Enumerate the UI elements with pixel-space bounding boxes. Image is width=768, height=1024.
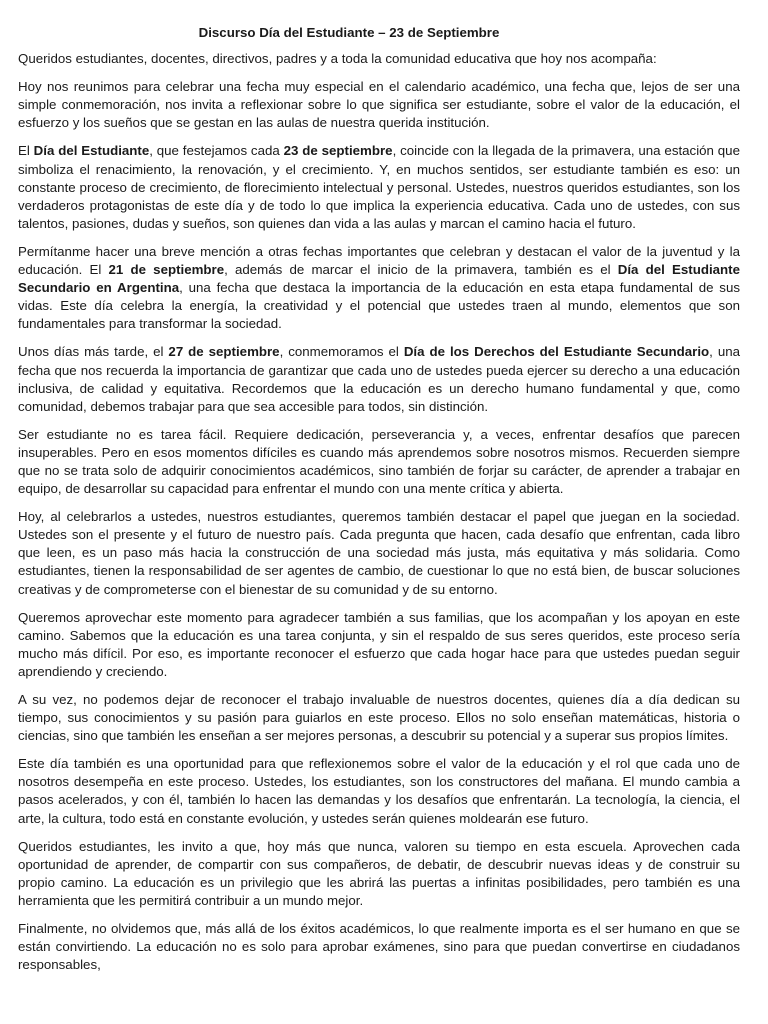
paragraph-9: Este día también es una oportunidad para que reflexionemos sobre el valor de la educación y el rol que cada uno de nosotros desempeña en este proceso. Ustedes, los estudiantes, son los constructores del mañana. El mundo cambia a pasos acelerados, y con él, también lo hacen las demandas y los desafíos que enfrentarán. La tecnología, la ciencia, el arte, la cultura, todo está en constante evolución, y ustedes serán quienes moldearán ese futuro. <box>18 756 740 826</box>
document-title: Discurso Día del Estudiante – 23 de Septiembre <box>198 25 500 40</box>
paragraph-2-bold-1: Día del Estudiante <box>33 143 150 159</box>
paragraph-3-bold-1: 21 de septiembre <box>108 262 225 278</box>
paragraph-3 <box>18 243 740 333</box>
paragraph-8: A su vez, no podemos dejar de reconocer el trabajo invaluable de nuestros docentes, quienes día a día dedican su tiempo, sus conocimientos y su pasión para guiarlos en este proceso. Ellos no solo enseñan matemáticas, historia o ciencias, sino que también les enseñan a ser mejores personas, a descubrir su potencial y a superar sus propios límites. <box>18 692 740 744</box>
paragraph-2-text-1: El <box>18 143 34 159</box>
paragraph-4 <box>18 343 740 415</box>
paragraph-11: Finalmente, no olvidemos que, más allá de los éxitos académicos, lo que realmente importa es el ser humano en que se están convirtiendo. La educación no es solo para aprobar exámenes, sino para que puedan convertirse en ciudadanos responsables, <box>18 921 740 973</box>
document-page <box>18 24 740 984</box>
paragraph-3-bold-2: Día del Estudiante Secundario en Argentina <box>18 262 740 296</box>
paragraph-4-bold-1: 27 de septiembre <box>168 344 280 360</box>
paragraph-6: Hoy, al celebrarlos a ustedes, nuestros estudiantes, queremos también destacar el papel que juegan en la sociedad. Ustedes son el presente y el futuro de nuestro país. Cada pregunta que hacen, cada desafío que enfrentan, cada libro que leen, es un paso más hacia la construcción de una sociedad más justa, más equitativa y más solidaria. Como estudiantes, tienen la responsabilidad de ser agentes de cambio, de cuestionar lo que no está bien, de buscar soluciones creativas y de comprometerse con el bienestar de su comunidad y de su entorno. <box>18 509 740 597</box>
paragraph-10: Queridos estudiantes, les invito a que, hoy más que nunca, valoren su tiempo en esta escuela. Aprovechen cada oportunidad de aprender, de compartir con sus compañeros, de debatir, de descubrir nuevas ideas y de construir su propio camino. La educación es un privilegio que les abrirá las puertas a infinitas posibilidades, pero también es una herramienta que les permitirá contribuir a un mundo mejor. <box>18 838 740 908</box>
paragraph-2-text-3: , coincide con la llegada de la primavera, una estación que simboliza el renacimiento, la renovación, y el crecimiento. Y, en muchos sentidos, ser estudiante también es eso: un constante proceso de crecimiento, de florecimiento intelectual y personal. Ustedes, nuestros queridos estudiantes, son los verdaderos protagonistas de este día y de todo lo que implica la experiencia educativa. Cada uno de ustedes, con sus talentos, pasiones, dudas y sueños, son quienes dan vida a las aulas y marcan el camino hacia el futuro. <box>18 143 740 231</box>
paragraph-3-text-1: Permítanme hacer una breve mención a otras fechas importantes que celebran y destacan el valor de la juventud y la educación. El <box>18 243 740 278</box>
paragraph-1: Hoy nos reunimos para celebrar una fecha muy especial en el calendario académico, una fecha que, lejos de ser una simple conmemoración, nos invita a reflexionar sobre lo que significa ser estudiante, sobre el valor de la educación, el esfuerzo y los sueños que se gestan en las aulas de nuestra querida institución. <box>18 79 740 131</box>
paragraph-2 <box>18 142 740 232</box>
paragraph-4-text-2: , conmemoramos el <box>279 344 404 360</box>
paragraph-2-text-2: , que festejamos cada <box>149 143 284 159</box>
greeting-paragraph: Queridos estudiantes, docentes, directivos, padres y a toda la comunidad educativa que hoy nos acompaña: <box>18 51 657 67</box>
paragraph-5: Ser estudiante no es tarea fácil. Requiere dedicación, perseverancia y, a veces, enfrentar desafíos que parecen insuperables. Pero en esos momentos difíciles es cuando más aprendemos sobre nosotros mismos. Recuerden siempre que no se trata solo de adquirir conocimientos académicos, sino también de forjar su carácter, de aprender a trabajar en equipo, de desarrollar su capacidad para enfrentar el mundo con una mente crítica y abierta. <box>18 426 740 497</box>
paragraph-3-text-2: , además de marcar el inicio de la primavera, también es el <box>224 262 618 278</box>
paragraph-4-bold-2: Día de los Derechos del Estudiante Secundario <box>403 344 710 360</box>
paragraph-2-bold-2: 23 de septiembre <box>283 143 393 159</box>
paragraph-4-text-1: Unos días más tarde, el <box>18 344 169 360</box>
paragraph-7: Queremos aprovechar este momento para agradecer también a sus familias, que los acompañan y los apoyan en este camino. Sabemos que la educación es una tarea conjunta, y sin el respaldo de sus seres queridos, este proceso sería mucho más difícil. Por eso, es importante reconocer el esfuerzo que cada hogar hace para que ustedes puedan seguir aprendiendo y creciendo. <box>18 609 740 679</box>
paragraph-3-text-3: , una fecha que destaca la importancia de la educación en esta etapa fundamental de sus vidas. Este día celebra la energía, la creatividad y el potencial que ustedes traen al mundo, elementos que son fundamentales para transformar la sociedad. <box>18 280 740 332</box>
paragraph-4-text-3: , una fecha que nos recuerda la importancia de garantizar que cada uno de ustedes pueda ejercer su derecho a una educación inclusiva, de calidad y equitativa. Recordemos que la educación es un derecho humano fundamental y que, como comunidad, debemos trabajar para que sea accesible para todos, sin distinción. <box>18 344 741 414</box>
